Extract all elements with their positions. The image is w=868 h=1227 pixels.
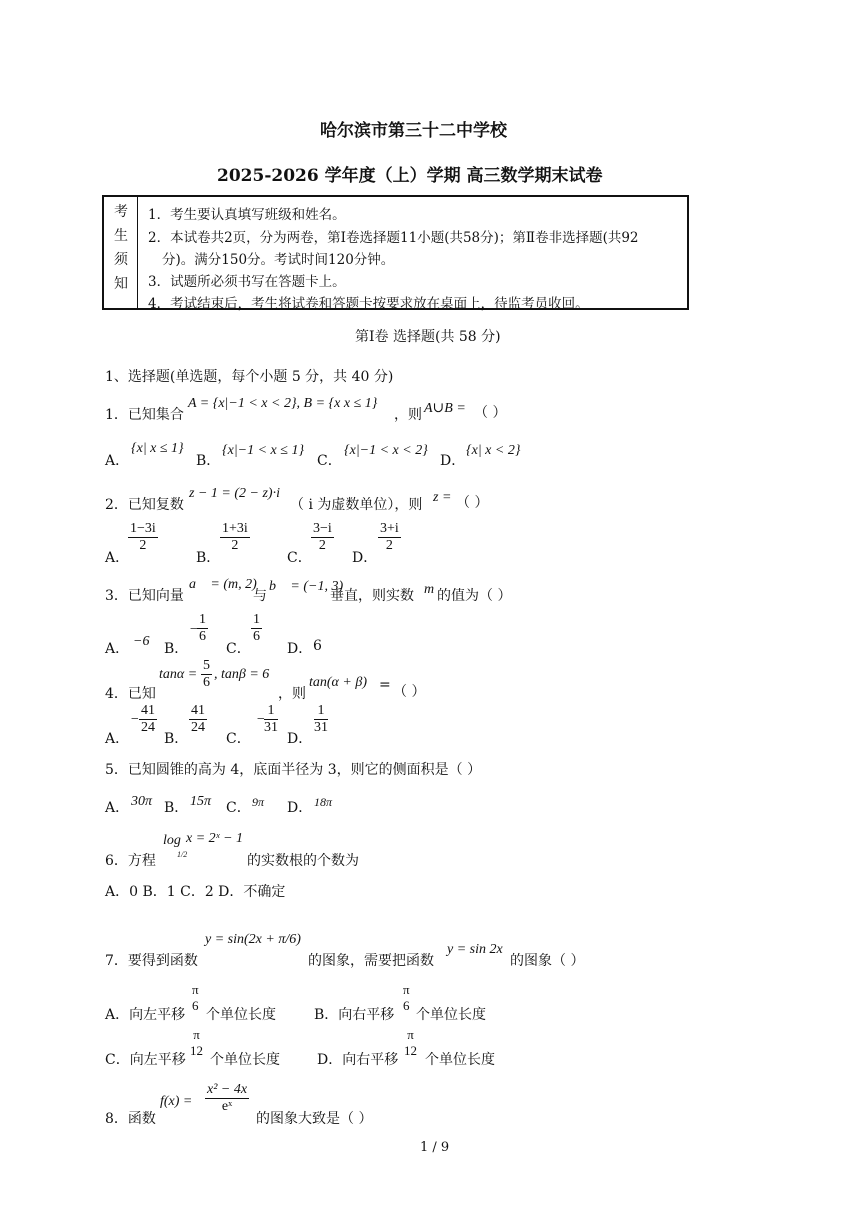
q4-option-d-num: 1 [314,703,328,720]
q4-eq: = [379,677,391,693]
q2-option-b-num: 1+3i [222,521,248,536]
q8-stem: 8．函数 [105,1111,156,1127]
q1-math: A = {x|−1 < x < 2}, B = {x x ≤ 1} [188,396,378,411]
q4-option-c-sign: − [256,712,266,727]
page-number: 1 / 9 [420,1140,450,1155]
q2-option-c-num: 3−i [313,521,332,536]
q3-option-b-label: B． [164,641,189,657]
notice-label [104,197,138,308]
q7-option-d: D．向右平移 [317,1052,399,1068]
q8-fx: f(x) = [160,1094,193,1109]
q5-option-a: 30π [131,794,153,809]
q2-option-b-den: 2 [231,538,239,553]
q5-option-b-label: B． [164,800,189,816]
q4-option-c-num: 1 [264,703,278,720]
q1-math2: A∪B = [424,401,466,416]
q7-option-a-frac [190,982,201,1014]
q7-option-c: C．向左平移 [105,1052,186,1068]
q4-fraction-den: 6 [203,675,210,690]
exam-title: 2025-2026 学年度（上）学期 高三数学期末试卷 [217,166,603,186]
q7-math: y = sin(2x + π/6) [205,932,301,947]
q2-option-b [220,521,250,554]
q2-option-d-num: 3+i [380,521,399,536]
notice-label-char: 考 [114,204,128,220]
q2-option-d-den: 2 [385,538,393,553]
q2-option-a-num: 1−3i [130,521,156,536]
section-title: 第Ⅰ卷 选择题(共 58 分) [355,329,501,345]
q1-option-a-label: A． [105,453,130,469]
q3-option-c-num: 1 [253,612,260,627]
q4-tan-beta: , tanβ = 6 [214,667,270,682]
notice-line: 2．本试卷共2页，分为两卷，第Ⅰ卷选择题11小题(共58分)；第Ⅱ卷非选择题(共92 [148,230,639,246]
q7-stem: 7．要得到函数 [105,953,198,969]
q4-option-a-label: A． [105,731,130,747]
q7-option-b-unit: 个单位长度 [416,1007,486,1023]
q2-option-c-label: C． [287,550,312,566]
q2-math: z − 1 = (2 − z)·i [189,486,280,501]
q1-option-b-label: B． [196,453,221,469]
q3-option-c-den: 6 [253,629,260,644]
notice-line: 分)。满分150分。考试时间120分钟。 [162,252,395,268]
q5-option-a-label: A． [105,800,130,816]
q7-math2: y = sin 2x [447,942,503,957]
q2-option-c-den: 2 [318,538,326,553]
q7-option-b: B．向右平移 [314,1007,395,1023]
q7-option-c-frac-num: π [193,1027,200,1042]
q4-paren: （ ） [393,684,426,700]
q1-stem: 1．已知集合 [105,407,184,423]
part-title: 1、选择题(单选题，每个小题 5 分，共 40 分) [105,369,394,385]
q3-mid: 与 [253,588,267,604]
q7-option-a-unit: 个单位长度 [206,1007,276,1023]
q2-option-d-label: D． [352,550,378,566]
q4-option-b-den: 24 [191,720,205,735]
q1-option-c-label: C． [317,453,342,469]
q3-option-b-den: 6 [199,629,206,644]
q7-option-d-frac-num: π [407,1027,414,1042]
q5-option-b: 15π [190,794,212,809]
q1-option-d: {x| x < 2} [466,443,521,458]
q6-log: log [163,833,181,848]
q4-option-b-num: 41 [191,703,205,718]
q2-option-c [311,521,334,554]
notice-line: 1．考生要认真填写班级和姓名。 [148,207,346,223]
q3-vector-a: a⃗ = (m, 2) [189,577,257,592]
q1-option-c: {x|−1 < x < 2} [344,443,428,458]
q3-option-a: −6 [133,634,150,649]
q4-mid: ，则 [278,686,306,702]
q4-option-c-den: 31 [264,720,278,735]
q5-option-d: 18π [314,795,333,809]
q3-option-d: 6 [313,638,322,654]
q6-log-base: 1/2 [177,850,188,859]
q3-option-c-label: C． [226,641,251,657]
q5-option-c-label: C． [226,800,251,816]
q4-option-c [264,703,278,736]
q7-mid: 的图象，需要把函数 [308,953,434,969]
q8-fraction-den: eˣ [221,1099,233,1114]
notice-label-char: 生 [114,228,128,244]
q7-option-c-frac [190,1027,203,1059]
q7-option-d-unit: 个单位长度 [425,1052,495,1068]
q3-option-d-label: D． [287,641,313,657]
school-name: 哈尔滨市第三十二中学校 [320,121,507,141]
q3-stem: 3．已知向量 [105,588,184,604]
q3-option-b-sign: − [189,622,199,637]
q4-option-a-den: 24 [141,720,155,735]
q2-math2: z = [433,490,452,505]
notice-box [102,195,689,310]
q3-option-c [251,612,262,645]
q2-option-a-den: 2 [139,538,147,553]
q4-fraction [201,658,212,691]
notice-label-char: 须 [114,252,128,268]
q2-stem: 2．已知复数 [105,497,184,513]
q7-option-b-frac-num: π [403,982,410,997]
q3-option-b-num: 1 [199,612,206,627]
q8-fraction [205,1082,249,1115]
q4-tan-sum: tan(α + β) [309,675,367,690]
q2-option-b-label: B． [196,550,221,566]
q8-fraction-num: x² − 4x [207,1082,248,1097]
q4-option-a [139,703,157,736]
q6-tail: 的实数根的个数为 [247,853,359,869]
q4-option-d-label: D． [287,731,313,747]
notice-line: 3．试题所必须书写在答题卡上。 [148,274,346,290]
q3-tail: 垂直，则实数 [330,588,414,604]
q4-option-c-label: C． [226,731,251,747]
q1-option-d-label: D． [440,453,466,469]
q4-option-a-num: 41 [141,703,155,718]
q7-option-a: A．向左平移 [105,1007,186,1023]
q7-option-a-frac-den: 6 [192,998,199,1013]
q4-option-d [314,703,328,736]
q3-option-a-label: A． [105,641,130,657]
q7-tail: 的图象（ ） [510,953,585,969]
q7-option-c-frac-den: 12 [190,1043,203,1058]
notice-line: 4．考试结束后，考生将试卷和答题卡按要求放在桌面上，待监考员收回。 [148,296,589,312]
q4-option-b [189,703,207,736]
q7-option-d-frac-den: 12 [404,1043,417,1058]
q4-tan-alpha: tanα = [159,667,198,682]
q4-option-a-sign: − [130,712,140,727]
q5-option-d-label: D． [287,800,313,816]
q4-option-b-label: B． [164,731,189,747]
q2-option-d [378,521,401,554]
q3-tail2: 的值为（ ） [437,588,512,604]
q5-stem: 5．已知圆锥的高为 4，底面半径为 3，则它的侧面积是（ ） [105,762,482,778]
q3-option-b [197,612,208,645]
q7-option-c-unit: 个单位长度 [210,1052,280,1068]
q5-option-c: 9π [252,795,265,809]
q4-stem: 4．已知 [105,686,156,702]
q2-option-a [128,521,158,554]
q6-stem: 6．方程 [105,853,156,869]
q3-var: m [424,582,435,597]
q4-fraction-num: 5 [203,658,210,673]
q8-tail: 的图象大致是（ ） [256,1111,373,1127]
q7-option-d-frac [404,1027,417,1059]
q3-vector-b: b⃗ = (−1, 3) [269,579,344,594]
q2-paren: （ ） [456,495,489,511]
q1-option-b: {x|−1 < x ≤ 1} [222,443,305,458]
q7-option-b-frac-den: 6 [403,998,410,1013]
q6-math: x = 2ˣ − 1 [186,831,244,846]
q4-option-d-den: 31 [314,720,328,735]
q7-option-a-frac-num: π [192,982,199,997]
q2-option-a-label: A． [105,550,130,566]
q1-option-a: {x| x ≤ 1} [131,441,184,456]
q2-note: （ i 为虚数单位），则 [290,497,423,513]
notice-label-char: 知 [114,276,128,292]
q6-options: A．0 B．1 C．2 D．不确定 [105,884,286,900]
q7-option-b-frac [401,982,412,1014]
q1-tail: ，则 [394,407,422,423]
q1-paren: （ ） [474,405,507,421]
